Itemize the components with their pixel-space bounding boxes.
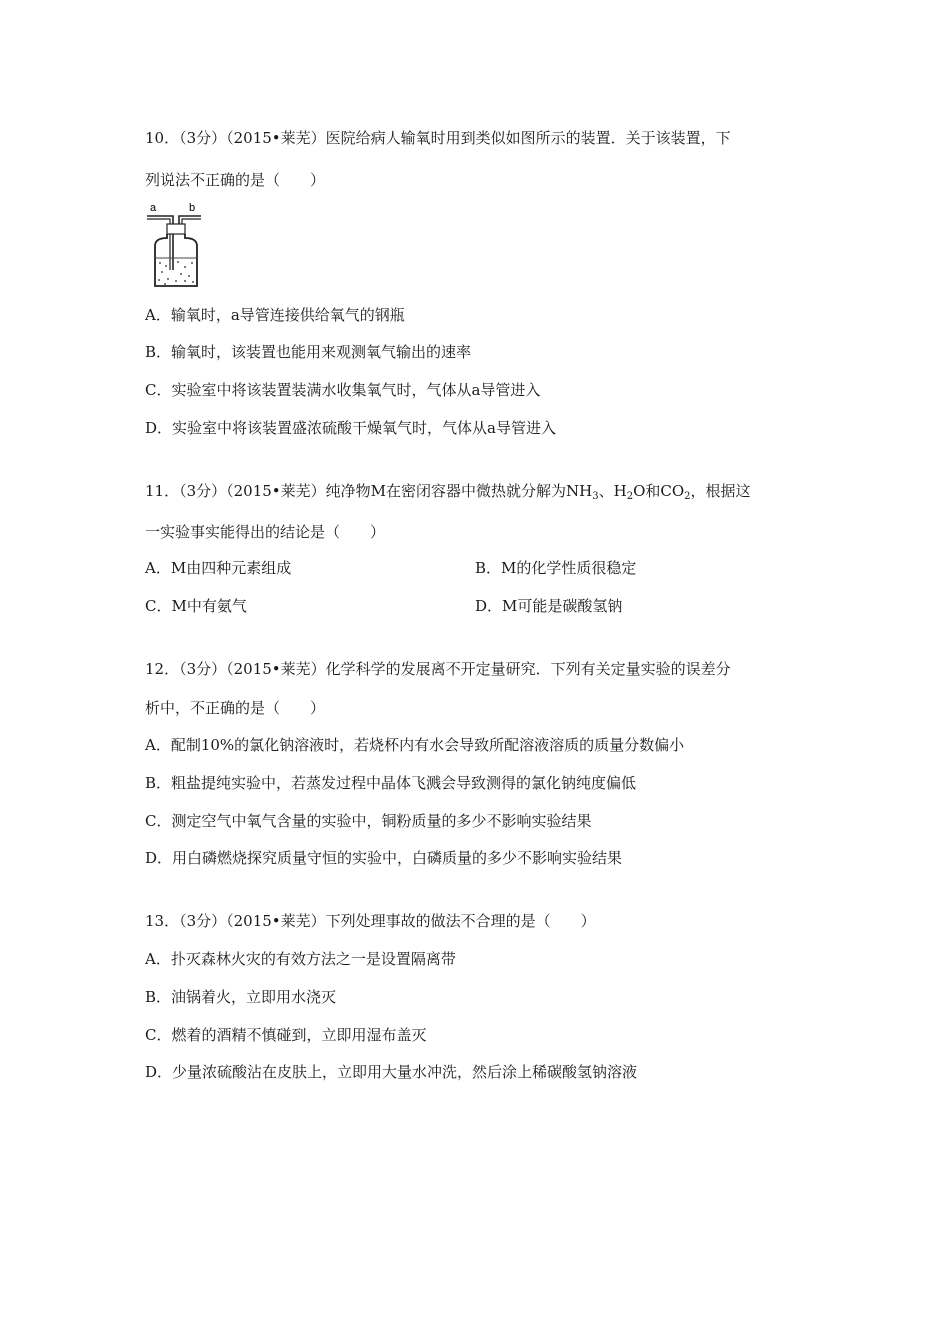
q10-option-b: B．输氧时，该装置也能用来观测氧气输出的速率 [145, 343, 472, 361]
gas-washing-bottle-figure [143, 200, 205, 290]
q13-option-b: B．油锅着火，立即用水浇灭 [145, 988, 337, 1006]
q12-option-a: A．配制10%的氯化钠溶液时，若烧杯内有水会导致所配溶液溶质的质量分数偏小 [145, 736, 685, 754]
q10-stem-line2: 列说法不正确的是（ ） [145, 171, 326, 189]
q13-option-a: A．扑灭森林火灾的有效方法之一是设置隔离带 [145, 950, 456, 968]
q11-option-c: C．M中有氨气 [145, 597, 247, 615]
q13-option-d: D．少量浓硫酸沾在皮肤上，立即用大量水冲洗，然后涂上稀碳酸氢钠溶液 [145, 1063, 638, 1081]
q12-stem-line2: 析中，不正确的是（ ） [145, 699, 326, 717]
q13-option-c: C．燃着的酒精不慎碰到，立即用湿布盖灭 [145, 1026, 427, 1044]
q10-stem-line1: 10．（3分）（2015•莱芜）医院给病人输氧时用到类似如图所示的装置．关于该装置，下 [145, 129, 731, 147]
q12-option-b: B．粗盐提纯实验中，若蒸发过程中晶体飞溅会导致测得的氯化钠纯度偏低 [145, 774, 637, 792]
figure-label-b: b [189, 202, 196, 214]
q11-option-a: A．M由四种元素组成 [145, 559, 292, 577]
q12-option-d: D．用白磷燃烧探究质量守恒的实验中，白磷质量的多少不影响实验结果 [145, 849, 623, 867]
q11-option-d: D．M可能是碳酸氢钠 [475, 597, 623, 615]
figure-label-a: a [150, 202, 157, 214]
q12-option-c: C．测定空气中氧气含量的实验中，铜粉质量的多少不影响实验结果 [145, 812, 592, 830]
q10-option-c: C．实验室中将该装置装满水收集氧气时，气体从a导管进入 [145, 381, 541, 399]
q10-option-a: A．输氧时，a导管连接供给氧气的钢瓶 [145, 306, 405, 324]
q11-stem-line2: 一实验事实能得出的结论是（ ） [145, 523, 386, 541]
q12-stem-line1: 12．（3分）（2015•莱芜）化学科学的发展离不开定量研究．下列有关定量实验的误差分 [145, 660, 731, 678]
q11-option-b: B．M的化学性质很稳定 [475, 559, 637, 577]
q11-stem-line1: 11．（3分）（2015•莱芜）纯净物M在密闭容器中微热就分解为$NH_3$、$H_2O$和$CO_2$，根据这 [145, 482, 751, 502]
q10-option-d: D．实验室中将该装置盛浓硫酸干燥氧气时，气体从a导管进入 [145, 419, 556, 437]
q13-stem-line1: 13．（3分）（2015•莱芜）下列处理事故的做法不合理的是（ ） [145, 912, 596, 930]
